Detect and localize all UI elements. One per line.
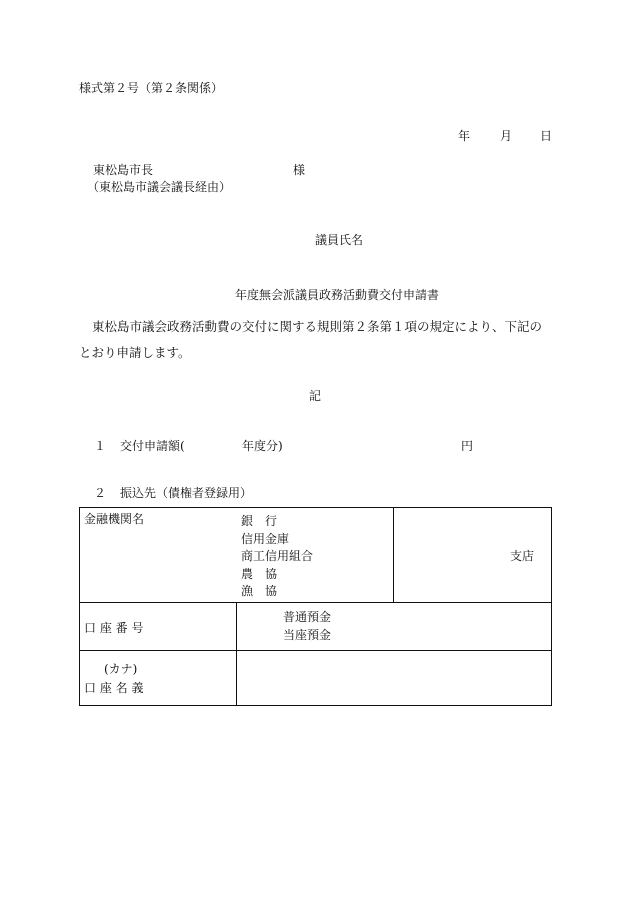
table-column-divider (236, 602, 237, 706)
bank-type-option: 銀 行 (241, 514, 278, 528)
item-1-number: １ (94, 439, 107, 453)
item-1-unit: 円 (461, 439, 474, 453)
account-type-list (283, 609, 331, 644)
bank-type-option: 信用金庫 (241, 531, 290, 546)
date-year: 年 (458, 129, 471, 143)
account-type-option: 当座預金 (283, 627, 332, 642)
addressee-name: 東松島市長 (93, 163, 154, 177)
bank-name-label: 金融機関名 (84, 512, 145, 526)
addressee-via: （東松島市議会議長経由） (87, 180, 232, 194)
table-row-divider (79, 650, 552, 651)
kana-label: (カナ) (104, 662, 138, 676)
bank-account-table (79, 507, 552, 706)
item-1-label: 交付申請額( (120, 439, 185, 453)
bank-type-option: 漁 協 (241, 584, 278, 598)
table-row-divider (79, 602, 552, 603)
bank-type-option: 商工信用組合 (241, 549, 314, 563)
date-day: 日 (540, 129, 553, 143)
document-title: 年度無会派議員政務活動費交付申請書 (235, 288, 440, 302)
bank-type-list (241, 513, 313, 601)
item-1-fiscal-year: 年度分) (242, 439, 283, 453)
form-label: 様式第２号（第２条関係） (79, 81, 224, 95)
item-2-label: 振込先（債権者登録用） (120, 486, 253, 500)
item-2-number: ２ (94, 486, 107, 500)
bank-type-option: 農 協 (241, 566, 278, 581)
date-month: 月 (500, 129, 513, 143)
account-name-label: 口 座 名 義 (84, 681, 144, 695)
account-type-option: 普通預金 (283, 610, 332, 624)
body-text: 東松島市議会政務活動費の交付に関する規則第２条第１項の規定により、下記のとおり申請します。 (79, 319, 543, 360)
addressee-honorific: 様 (293, 163, 306, 177)
ki-marker: 記 (309, 389, 322, 403)
account-number-label: 口 座 番 号 (84, 621, 144, 635)
branch-label: 支店 (510, 549, 535, 563)
table-column-divider (393, 507, 394, 602)
member-name-label: 議員氏名 (315, 233, 364, 247)
